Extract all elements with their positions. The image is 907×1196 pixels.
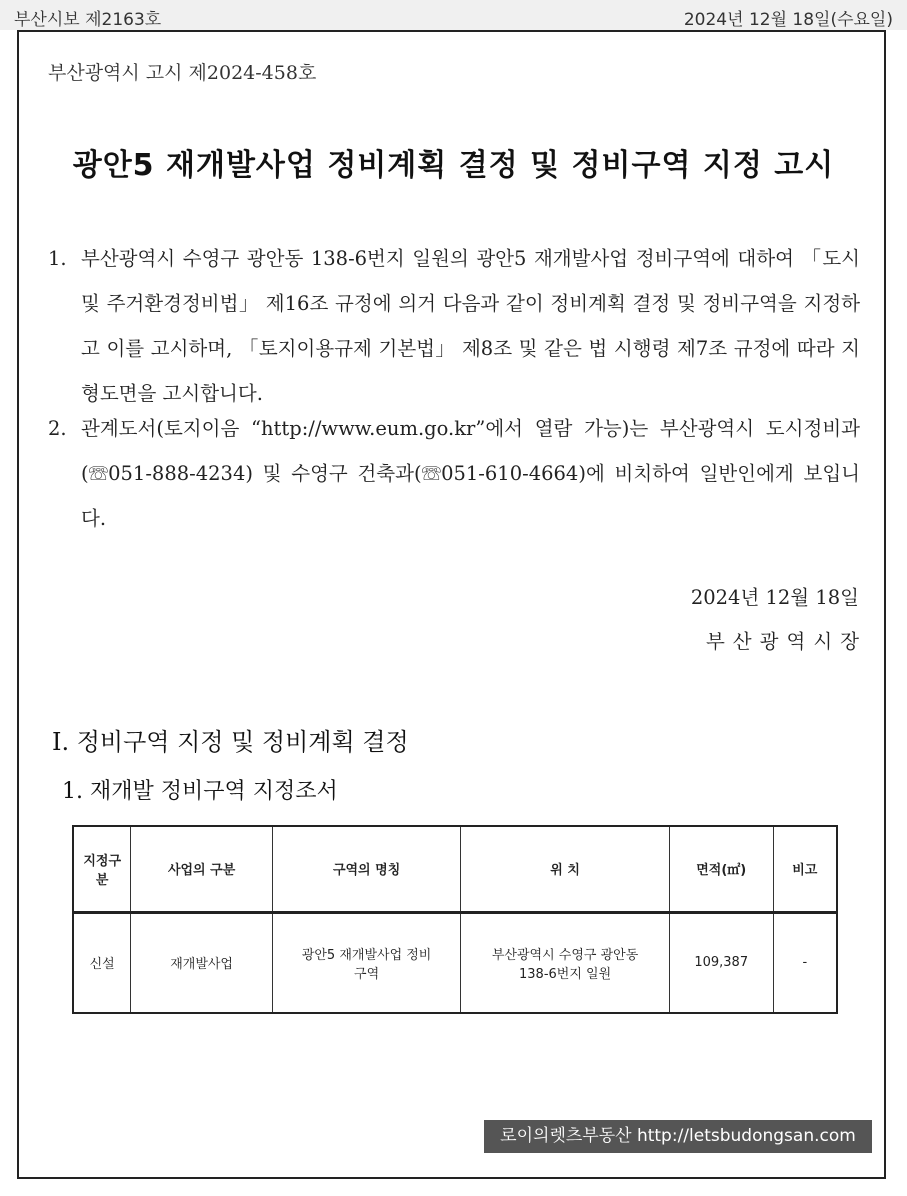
table-header-row: [73, 826, 837, 912]
gazette-header: [0, 0, 907, 30]
section-heading: Ⅰ. 정비구역 지정 및 정비계획 결정: [52, 728, 409, 756]
notice-title: 광안5 재개발사업 정비계획 결정 및 정비구역 지정 고시: [72, 148, 835, 183]
paragraph-2: [48, 406, 860, 541]
notice-number: 부산광역시 고시 제2024-458호: [48, 62, 317, 84]
signature-date: 2024년 12월 18일: [690, 586, 859, 609]
paragraph-text: 부산광역시 수영구 광안동 138-6번지 일원의 광안5 재개발사업 정비구역에 대하여 「도시 및 주거환경정비법」 제16조 규정에 의거 다음과 같이 정비계획 결정 및 정비구역을 지정하고 이를 고시하며, 「토지이용규제 기본법」 제8조 및 같은 법 시행령 제7조 규정에 따라 지형도면을 고시합니다.: [81, 247, 860, 405]
header-zone-name: 구역의 명칭: [272, 826, 460, 912]
paragraph-text: 관계도서(토지이음 “http://www.eum.go.kr”에서 열람 가능)는 부산광역시 도시정비과(☏051-888-4234) 및 수영구 건축과(☏051-610-4664)에 비치하여 일반인에게 보입니다.: [81, 417, 860, 530]
sub-heading: 1. 재개발 정비구역 지정조서: [62, 779, 338, 804]
cell-zone-name: 광안5 재개발사업 정비구역: [272, 912, 460, 1013]
designation-table: [72, 825, 838, 1014]
header-location: 위 치: [461, 826, 669, 912]
cell-designation-type: 신설: [73, 912, 131, 1013]
header-remarks: 비고: [773, 826, 837, 912]
gazette-date: 2024년 12월 18일(수요일): [683, 10, 893, 30]
cell-area: 109,387: [669, 912, 773, 1013]
paragraph-number: 1.: [48, 247, 67, 270]
paragraph-1: [48, 236, 860, 416]
signature-name: 부산광역시장: [705, 630, 867, 653]
cell-project-type: 재개발사업: [131, 912, 273, 1013]
table-row: [73, 912, 837, 1013]
gazette-name: 부산시보 제2163호: [14, 10, 162, 30]
cell-remarks: -: [773, 912, 837, 1013]
header-designation-type: 지정구분: [73, 826, 131, 912]
header-project-type: 사업의 구분: [131, 826, 273, 912]
watermark: 로이의렛츠부동산 http://letsbudongsan.com: [484, 1120, 872, 1153]
header-area: 면적(㎡): [669, 826, 773, 912]
paragraph-number: 2.: [48, 417, 67, 440]
cell-location: 부산광역시 수영구 광안동 138-6번지 일원: [461, 912, 669, 1013]
